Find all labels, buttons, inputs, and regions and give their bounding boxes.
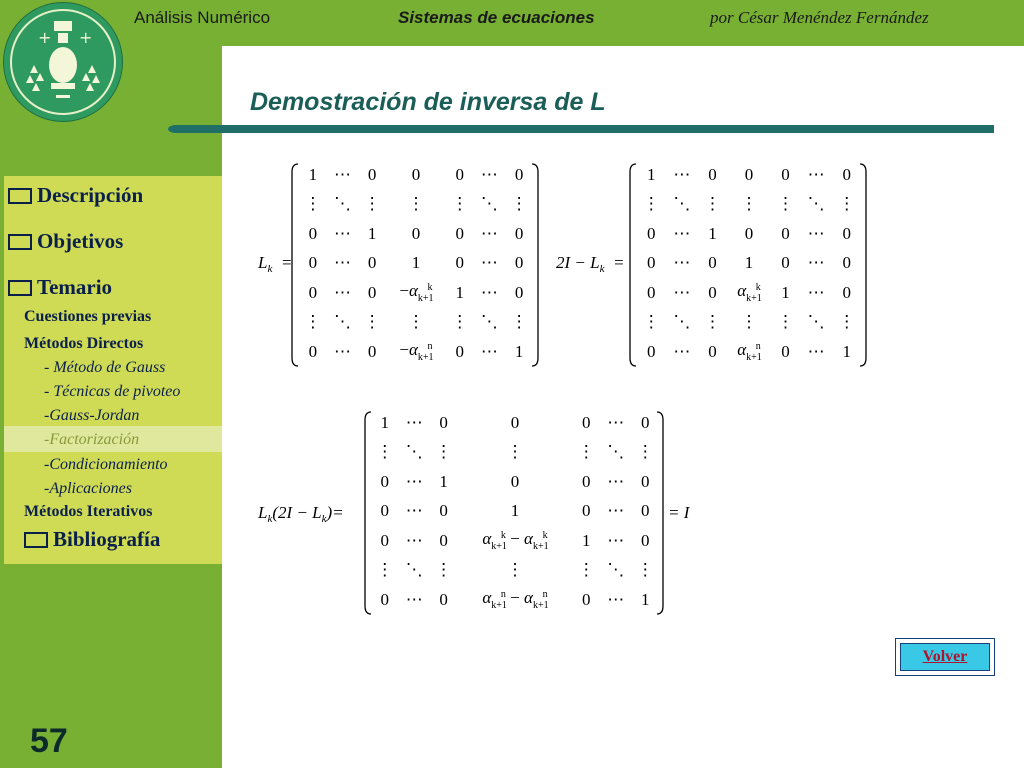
checkbox-icon <box>8 280 32 296</box>
nav-condicionamiento[interactable]: -Condicionamiento <box>44 456 168 473</box>
nav-gauss[interactable]: - Método de Gauss <box>44 359 166 376</box>
nav-gauss-jordan[interactable]: -Gauss-Jordan <box>44 407 140 424</box>
nav-pivoteo[interactable]: - Técnicas de pivoteo <box>44 383 181 400</box>
author-name: por César Menéndez Fernández <box>710 8 929 27</box>
eq1-lhs: $L_k$ = <box>258 253 293 275</box>
course-name: Análisis Numérico <box>134 8 271 27</box>
matrix-2i-minus-lk: 1 ⋯ 0 0 0 ⋯ 0 ⋮ ⋱ ⋮ ⋮ ⋮ ⋱ ⋮ 0 ⋯ 1 0 0 ⋯ 0 0 ⋯ 0 1 0 ⋯ 0 0 ⋯ 0 $\alpha_{k+1}^k$ 1 ⋯ 0 ⋮ ⋱ ⋮ ⋮ ⋮ ⋱ ⋮ 0 ⋯ 0 $\alpha_{k+1}^n$ 0 ⋯ 1 <box>642 164 856 364</box>
page-title: Demostración de inversa de L <box>250 88 606 116</box>
nav-bibliografia[interactable] <box>24 527 160 552</box>
nav-label: Descripción <box>37 183 144 207</box>
nav-factorizacion[interactable]: -Factorización <box>44 431 140 448</box>
nav-objetivos[interactable] <box>8 229 123 254</box>
nav-directos[interactable]: Métodos Directos <box>24 335 144 352</box>
checkbox-icon <box>8 234 32 250</box>
sidebar-nav <box>4 176 222 564</box>
matrix-product: 1 ⋯ 0 0 0 ⋯ 0 ⋮ ⋱ ⋮ ⋮ ⋮ ⋱ ⋮ 0 ⋯ 1 0 0 ⋯ 0 0 ⋯ 0 1 0 ⋯ 0 0 ⋯ 0 $\alpha_{k+1}^k - \alpha_{k+1}^k$ 1 ⋯ 0 ⋮ ⋱ ⋮ ⋮ ⋮ ⋱ ⋮ 0 ⋯ 0 $\alpha_{k+1}^n - \alpha_{k+1}^n$ 0 ⋯ 1 <box>376 412 654 612</box>
nav-aplicaciones[interactable]: -Aplicaciones <box>44 480 132 497</box>
checkbox-icon <box>24 532 48 548</box>
volver-label[interactable]: Volver <box>900 643 990 671</box>
nav-label: Bibliografía <box>53 527 161 551</box>
nav-temario[interactable] <box>8 275 112 300</box>
volver-button[interactable] <box>895 638 995 676</box>
nav-label: Temario <box>37 275 113 299</box>
seal-icon <box>4 3 122 121</box>
nav-iterativos[interactable]: Métodos Iterativos <box>24 503 153 520</box>
eq3-rhs: = I <box>668 503 690 522</box>
eq3-lhs: $L_k(2I - L_k)=$ <box>258 503 344 525</box>
eq2-lhs: $2I - L_k$ = <box>556 253 625 275</box>
nav-label: Objetivos <box>37 229 124 253</box>
matrix-lk: 1 ⋯ 0 0 0 ⋯ 0 ⋮ ⋱ ⋮ ⋮ ⋮ ⋱ ⋮ 0 ⋯ 1 0 0 ⋯ 0 0 ⋯ 0 1 0 ⋯ 0 0 ⋯ 0 $-\alpha_{k+1}^k$ 1 ⋯ 0 ⋮ ⋱ ⋮ ⋮ ⋮ ⋱ ⋮ 0 ⋯ 0 $-\alpha_{k+1}^n$ 0 ⋯ 1 <box>304 164 528 364</box>
nav-descripcion[interactable] <box>8 183 143 208</box>
university-logo <box>3 2 123 122</box>
slide-number: 57 <box>30 722 68 760</box>
svg-text:+: + <box>38 28 52 47</box>
topic-name: Sistemas de ecuaciones <box>398 8 595 27</box>
checkbox-icon <box>8 188 32 204</box>
svg-text:+: + <box>79 28 93 47</box>
nav-cuestiones[interactable]: Cuestiones previas <box>24 308 152 325</box>
title-underline <box>168 125 994 133</box>
